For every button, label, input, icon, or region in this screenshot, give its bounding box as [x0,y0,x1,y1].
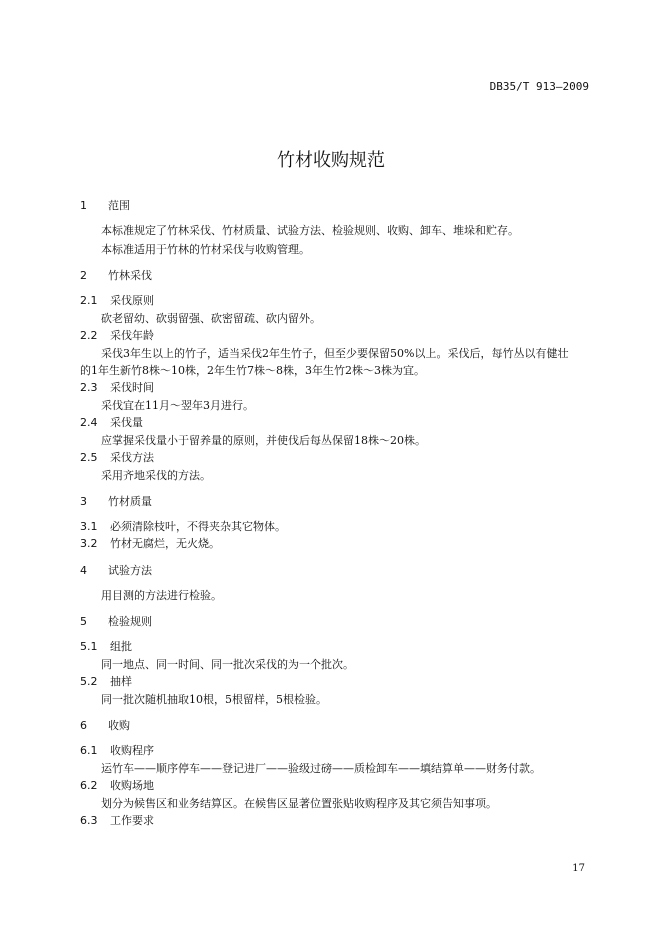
clause-title: 采伐量 [110,416,143,429]
clause-2-3-text: 采伐宜在11月～翌年3月进行。 [101,399,254,412]
clause-6-1-text: 运竹车——顺序停车——登记进厂——验级过磅——质检卸车——填结算单——财务付款。 [101,762,541,775]
clause-5-1-heading [80,638,132,654]
section-title: 范围 [108,199,130,212]
section-number: 3 [80,495,87,508]
section-1-paragraph-1: 本标准规定了竹林采伐、竹材质量、试验方法、检验规则、收购、卸车、堆垛和贮存。 [101,224,519,237]
page-title: 竹材收购规范 [277,150,385,171]
clause-6-2-text: 划分为候售区和业务结算区。在候售区显著位置张贴收购程序及其它须告知事项。 [101,797,497,810]
clause-2-1-heading [80,292,154,308]
clause-6-1-heading [80,742,154,758]
clause-2-2-text-line-1: 采伐3年生以上的竹子，适当采伐2年生竹子，但至少要保留50%以上。采伐后，每竹丛以有健壮 [101,347,569,360]
clause-2-4-heading [80,414,143,430]
clause-title: 采伐方法 [110,451,154,464]
section-title: 试验方法 [108,564,152,577]
clause-number: 2.1 [80,294,98,307]
clause-number: 2.3 [80,381,98,394]
clause-6-2-heading [80,777,154,793]
clause-number: 2.4 [80,416,98,429]
clause-text: 必须清除枝叶，不得夹杂其它物体。 [110,520,286,533]
section-number: 2 [80,269,87,282]
clause-title: 组批 [110,640,132,653]
clause-number: 6.2 [80,779,98,792]
section-4-text: 用目测的方法进行检验。 [101,589,222,602]
clause-5-2-heading [80,673,132,689]
section-title: 竹林采伐 [108,269,152,282]
section-number: 1 [80,199,87,212]
section-1-paragraph-2: 本标准适用于竹林的竹材采伐与收购管理。 [101,243,310,256]
clause-2-3-heading [80,379,154,395]
clause-title: 收购程序 [110,744,154,757]
clause-number: 2.2 [80,329,98,342]
section-title: 收购 [108,719,130,732]
clause-title: 采伐原则 [110,294,154,307]
clause-6-3-heading [80,812,154,828]
clause-5-1-text: 同一地点、同一时间、同一批次采伐的为一个批次。 [101,658,354,671]
section-1-heading [80,197,130,213]
clause-text: 竹材无腐烂，无火烧。 [110,537,220,550]
section-4-heading [80,562,152,578]
clause-2-4-text: 应掌握采伐量小于留养量的原则，并使伐后每丛保留18株～20株。 [101,434,426,447]
section-title: 检验规则 [108,615,152,628]
section-3-heading [80,493,152,509]
clause-number: 3.1 [80,520,98,533]
clause-number: 5.1 [80,640,98,653]
clause-2-5-heading [80,449,154,465]
section-5-heading [80,613,152,629]
clause-number: 3.2 [80,537,98,550]
clause-number: 2.5 [80,451,98,464]
section-number: 5 [80,615,87,628]
clause-number: 6.1 [80,744,98,757]
section-2-heading [80,267,152,283]
section-6-heading [80,717,130,733]
section-title: 竹材质量 [108,495,152,508]
clause-3-2 [80,535,220,551]
section-number: 6 [80,719,87,732]
document-code: DB35/T 913—2009 [489,80,589,93]
clause-title: 抽样 [110,675,132,688]
clause-title: 工作要求 [110,814,154,827]
clause-2-2-text-line-2: 的1年生新竹8株～10株，2年生竹7株～8株，3年生竹2株～3株为宜。 [80,364,425,377]
page-number: 17 [572,863,585,874]
clause-title: 采伐年龄 [110,329,154,342]
clause-3-1 [80,518,286,534]
clause-title: 采伐时间 [110,381,154,394]
clause-2-5-text: 采用齐地采伐的方法。 [101,469,211,482]
clause-2-1-text: 砍老留幼、砍弱留强、砍密留疏、砍内留外。 [101,312,321,325]
clause-5-2-text: 同一批次随机抽取10根，5根留样，5根检验。 [101,693,327,706]
clause-number: 6.3 [80,814,98,827]
clause-title: 收购场地 [110,779,154,792]
clause-number: 5.2 [80,675,98,688]
section-number: 4 [80,564,87,577]
clause-2-2-heading [80,327,154,343]
